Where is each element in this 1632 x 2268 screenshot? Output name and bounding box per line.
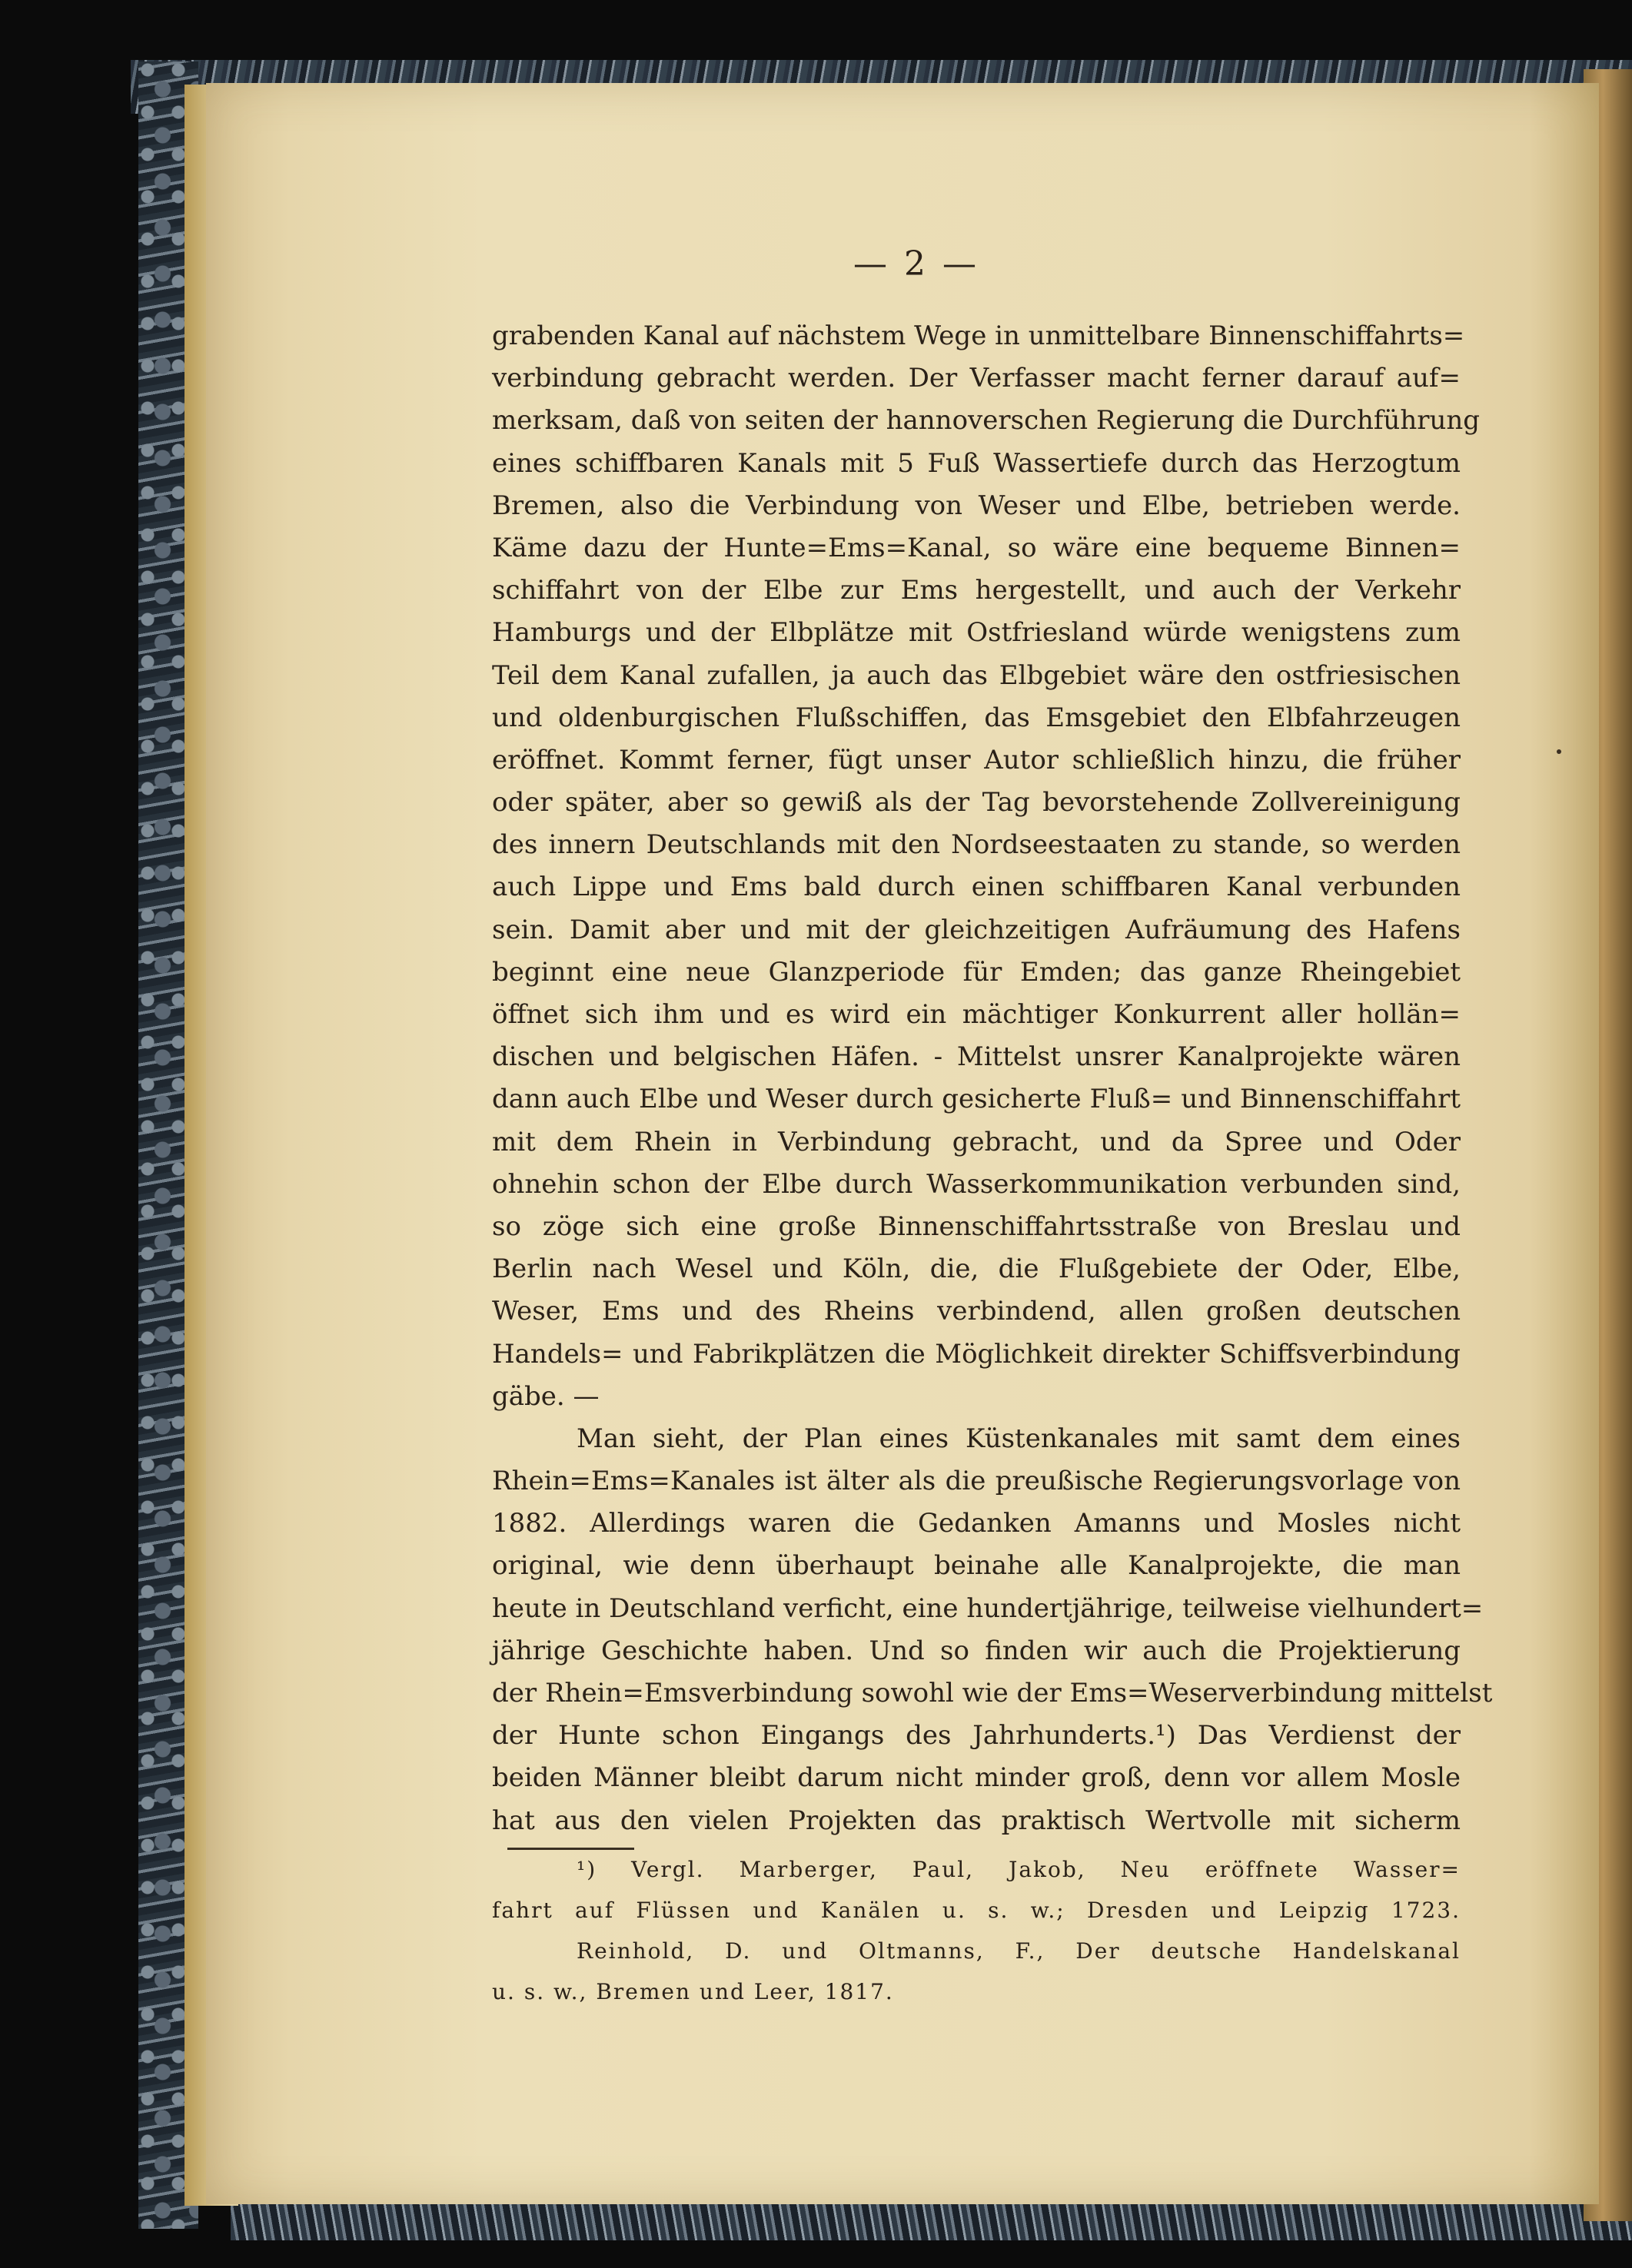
body-line: sein. Damit aber und mit der gleichzeitigen Aufräumung des Hafens bbox=[492, 914, 1461, 945]
body-line: Teil dem Kanal zufallen, ja auch das Elbgebiet wäre den ostfriesischen bbox=[492, 659, 1461, 691]
body-line: Weser, Ems und des Rheins verbindend, allen großen deutschen bbox=[492, 1296, 1461, 1327]
body-line: 1882. Allerdings waren die Gedanken Amanns und Mosles nicht bbox=[492, 1508, 1461, 1539]
body-line: Hamburgs und der Elbplätze mit Ostfriesland würde wenigstens zum bbox=[492, 617, 1461, 649]
body-line: oder später, aber so gewiß als der Tag bevorstehende Zollvereinigung bbox=[492, 787, 1461, 819]
body-line: beiden Männer bleibt darum nicht minder groß, denn vor allem Mosle bbox=[492, 1762, 1461, 1794]
body-line: heute in Deutschland verficht, eine hundertjährige, teilweise vielhundert= bbox=[492, 1592, 1484, 1624]
body-line: gäbe. — bbox=[492, 1380, 600, 1412]
body-line: öffnet sich ihm und es wird ein mächtiger Konkurrent aller hollän= bbox=[492, 999, 1461, 1030]
body-line: hat aus den vielen Projekten das praktisch Wertvolle mit sicherm bbox=[492, 1805, 1461, 1836]
body-text bbox=[492, 315, 1493, 1842]
body-line: merksam, daß von seiten der hannoverschen Regierung die Durchführung bbox=[492, 405, 1481, 437]
body-line: jährige Geschichte haben. Und so finden wir auch die Projektierung bbox=[492, 1635, 1461, 1666]
body-line: ohnehin schon der Elbe durch Wasserkommunikation verbunden sind, bbox=[492, 1168, 1461, 1200]
page-number: — 2 — bbox=[853, 244, 979, 284]
body-line: original, wie denn überhaupt beinahe alle Kanalprojekte, die man bbox=[492, 1550, 1461, 1582]
body-line: beginnt eine neue Glanzperiode für Emden; das ganze Rheingebiet bbox=[492, 956, 1461, 988]
body-line: und oldenburgischen Flußschiffen, das Emsgebiet den Elbfahrzeugen bbox=[492, 702, 1461, 733]
body-line: dischen und belgischen Häfen. - Mittelst unsrer Kanalprojekte wären bbox=[492, 1041, 1461, 1073]
footnote-line: fahrt auf Flüssen und Kanälen u. s. w.; Dresden und Leipzig 1723. bbox=[492, 1898, 1461, 1923]
body-line: Rhein=Ems=Kanales ist älter als die preußische Regierungsvorlage von bbox=[492, 1466, 1461, 1497]
body-line: Handels= und Fabrikplätzen die Möglichkeit direkter Schiffsverbindung bbox=[492, 1338, 1461, 1370]
body-line: des innern Deutschlands mit den Nordseestaaten zu stande, so werden bbox=[492, 829, 1461, 861]
body-line: schiffahrt von der Elbe zur Ems hergestellt, und auch der Verkehr bbox=[492, 575, 1461, 606]
body-line: verbindung gebracht werden. Der Verfasser macht ferner darauf auf= bbox=[492, 363, 1461, 394]
body-line: eröffnet. Kommt ferner, fügt unser Autor schließlich hinzu, die früher bbox=[492, 744, 1461, 775]
body-line: der Rhein=Emsverbindung sowohl wie der Ems=Weserverbindung mittelst bbox=[492, 1678, 1493, 1708]
body-line: Man sieht, der Plan eines Küstenkanales mit samt dem eines bbox=[577, 1423, 1461, 1454]
footnotes bbox=[492, 1849, 1461, 2012]
footnote-line: Reinhold, D. und Oltmanns, F., Der deutsche Handelskanal bbox=[577, 1938, 1461, 1964]
ink-speck bbox=[1557, 749, 1561, 754]
footnote-line: u. s. w., Bremen und Leer, 1817. bbox=[492, 1979, 894, 2004]
body-line: Berlin nach Wesel und Köln, die, die Flußgebiete der Oder, Elbe, bbox=[492, 1254, 1461, 1285]
body-line: Bremen, also die Verbindung von Weser und Elbe, betrieben werde. bbox=[492, 490, 1461, 521]
body-line: Käme dazu der Hunte=Ems=Kanal, so wäre eine bequeme Binnen= bbox=[492, 532, 1461, 563]
body-line: eines schiffbaren Kanals mit 5 Fuß Wassertiefe durch das Herzogtum bbox=[492, 447, 1461, 479]
body-line: dann auch Elbe und Weser durch gesicherte Fluß= und Binnenschiffahrt bbox=[492, 1084, 1461, 1115]
body-line: auch Lippe und Ems bald durch einen schiffbaren Kanal verbunden bbox=[492, 872, 1461, 903]
body-line: so zöge sich eine große Binnenschiffahrtsstraße von Breslau und bbox=[492, 1210, 1461, 1242]
body-line: grabenden Kanal auf nächstem Wege in unmittelbare Binnenschiffahrts= bbox=[492, 320, 1465, 351]
body-line: der Hunte schon Eingangs des Jahrhunderts.¹) Das Verdienst der bbox=[492, 1720, 1461, 1752]
footnote-line: ¹) Vergl. Marberger, Paul, Jakob, Neu eröffnete Wasser= bbox=[577, 1857, 1461, 1882]
body-line: mit dem Rhein in Verbindung gebracht, und da Spree und Oder bbox=[492, 1126, 1461, 1157]
